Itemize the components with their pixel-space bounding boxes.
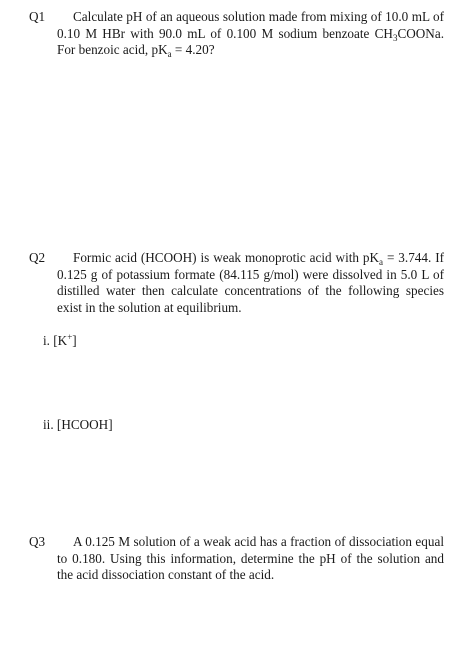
question-text-part: A 0.125 M solution of a weak acid has a fraction of dissociation equal to 0.180. Using this information, determine the pH of the solution and the acid dissociation constant of the acid. — [57, 534, 444, 582]
sub-question-i — [43, 333, 77, 350]
subscript: 3 — [392, 32, 398, 43]
sub-question-ii — [43, 417, 113, 434]
subscript: a — [167, 49, 172, 59]
question-text-part: = 4.20? — [171, 42, 215, 57]
question-text-part: Calculate pH of an aqueous solution made from mixing of 10.0 mL of 0.10 M HBr with 90.0 mL of 0.100 M sodium benzoate CH — [57, 9, 444, 41]
question-text-part: Formic acid (HCOOH) is weak monoprotic acid with pK — [73, 250, 380, 265]
question-number: Q2 — [29, 250, 46, 265]
sub-question-label: i. [K — [43, 333, 68, 348]
question-text-part: COONa. For benzoic acid, pK — [57, 25, 444, 57]
superscript: + — [67, 332, 73, 342]
sub-question-label: ] — [72, 333, 77, 348]
question-3 — [29, 534, 444, 584]
question-number: Q1 — [29, 9, 46, 24]
question-text-part: = 3.744. If 0.125 g of potassium formate (84.115 g/mol) were dissolved in 5.0 L of distilled water then calculate concentrations of the following species exist in the solution at equilibrium. — [57, 250, 444, 315]
subscript: a — [379, 257, 384, 267]
question-1 — [29, 9, 444, 59]
question-text — [29, 250, 444, 316]
question-text — [29, 534, 444, 584]
question-text — [29, 9, 444, 59]
sub-question-label: ii. [HCOOH] — [43, 417, 113, 432]
question-2 — [29, 250, 444, 316]
question-number: Q3 — [29, 534, 46, 549]
